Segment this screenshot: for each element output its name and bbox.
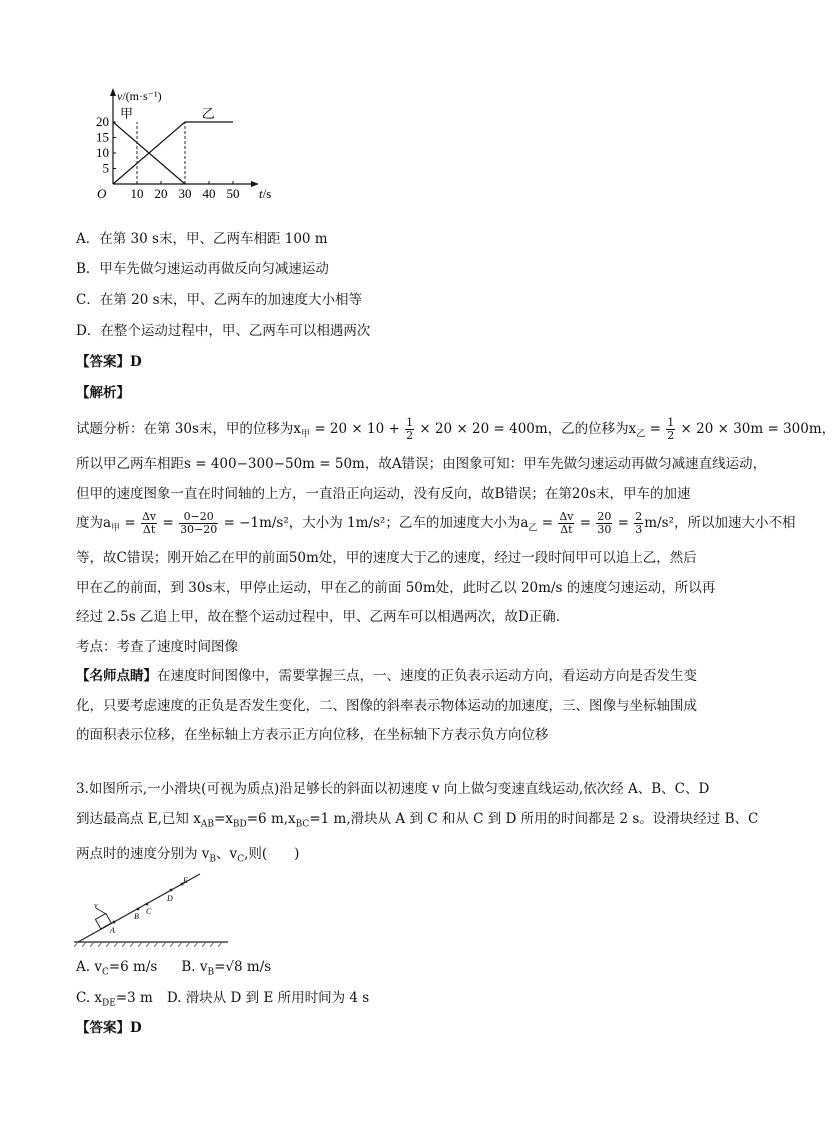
fraction-dv-dt: $\frac{\Delta v}{\Delta t}$ [141,510,157,537]
y-axis-label: v/(m·s⁻¹) [117,89,162,103]
q3-options-cd [76,988,369,1014]
fraction-value: $\frac{20}{30}$ [597,510,612,537]
tip-line-3: 的面积表示位移，在坐标轴上方表示正方向位移，在坐标轴下方表示负方向位移 [76,727,549,744]
analysis-line-3: 但甲的速度图象一直在时间轴的上方，一直沿正向运动，没有反向，故B错误；在第20s末，甲车的加速 [76,485,691,502]
x-tick-label: 50 [226,186,240,201]
series-yi-label: 乙 [201,106,215,121]
series-jia-label: 甲 [120,106,134,121]
point-d [170,889,173,892]
y-tick-label: 5 [102,160,109,176]
label-e: E [183,876,188,885]
analysis-line-5: 等，故C错误；刚开始乙在甲的前面50m处，甲的速度大于乙的速度，经过一段时间甲可以追上乙，然后 [76,550,697,567]
label-c: C [146,907,152,916]
q3-option-a: A. $v_C=6$ m/s [76,959,158,978]
fraction-half: $\frac{1}{2}$ [667,416,675,442]
q3-line-1: 3.如图所示,一小滑块(可视为质点)沿足够长的斜面以初速度 v 向上做匀变速直线运动,依次经 A、B、C、D [76,781,710,797]
q3-option-c: C. $x_{DE}=3$ m [76,990,153,1009]
q3-line-2: 到达最高点 E,已知 $x_{AB}=x_{BD}=6$ $m,x_{BC}=1$ m,滑块从 A 到 C 和从 C 到 D 所用的时间都是 2 s。设滑块经过 B、C [76,810,759,830]
label-a: A [110,926,115,935]
fraction-value: $\frac{2}{3}$ [635,510,643,537]
ground-hatching [74,942,222,947]
y-tick-label: 10 [96,145,109,160]
x-tick-label: 40 [202,186,216,201]
q2-analysis-body [76,415,835,751]
q3-option-d: D. 滑块从 D 到 E 所用时间为 4 s [166,990,370,1006]
q2-option-c: C．在第 20 s末，甲、乙两车的加速度大小相等 [76,292,363,308]
tip-line-2: 化，只要考虑速度的正负是否发生变化，二、图像的斜率表示物体运动的加速度，三、图像与坐标轴围成 [76,697,697,714]
kaodian-line: 考点：考查了速度时间图像 [76,638,238,655]
series-yi-line [113,122,233,184]
q2-analysis-heading: 【解析】 [76,385,130,401]
fraction-dv-dt: $\frac{\Delta v}{\Delta t}$ [559,510,574,537]
x-tick-label: 30 [178,186,192,201]
fraction-half: $\frac{1}{2}$ [406,416,414,442]
q2-option-d: D．在整个运动过程中，甲、乙两车可以相遇两次 [76,323,371,339]
q2-option-b: B．甲车先做匀速运动再做反向匀减速运动 [76,261,329,277]
label-v: v [94,901,98,910]
q3-line-3: 两点时的速度分别为 $v_B$、$v_C$,则( ) [76,845,300,865]
label-b: B [134,912,139,921]
point-b [137,908,140,911]
point-a [113,921,116,924]
tip-line-1: 【名师点睛】在速度时间图像中，需要掌握三点，一、速度的正负表示运动方向，看运动方向是否发生变 [76,668,697,685]
y-tick-label: 15 [96,129,109,145]
analysis-line-2: 所以甲乙两车相距s = 400−300−50m = 50m，故A错误；由图象可知：甲车先做匀速运动再做匀减速直线运动， [76,456,767,473]
x-tick-label: 20 [154,186,168,201]
q2-answer: 【答案】D [76,354,142,370]
incline-figure [72,870,232,950]
fraction-value: $\frac{0-20}{30-20}$ [180,510,218,537]
q3-options-ab [76,957,271,983]
analysis-line-1: 试题分析：在第 30s末，甲的位移为$x_甲 = 20 \times 10$ + $\frac{1}{2}$ × 20 × 20 = 400m，乙的位移为$x_乙$ = $\frac{1}{2}$ × 20 × 30m = 300m， [76,416,835,442]
analysis-line-6: 甲在乙的前面，到 30s末，甲停止运动，甲在乙的前面 50m处，此时乙以 20m/s 的速度匀速运动，所以再 [76,579,716,596]
q3-stem [76,775,759,875]
q2-option-a: A．在第 30 s末，甲、乙两车相距 100 m [76,231,328,247]
analysis-line-7: 经过 2.5s 乙追上甲，故在整个运动过程中，甲、乙两车可以相遇两次，故D正确． [76,609,570,626]
slider-block [95,913,111,928]
q3-answer: 【答案】D [76,1020,142,1036]
point-c [146,903,149,906]
label-d: D [167,894,173,903]
x-axis-label: t/s [259,186,272,201]
analysis-line-4: 度为$a_甲$ = $\frac{\Delta v}{\Delta t}$ = $\frac{0-20}{30-20}$ = −1m/s²，大小为 1m/s²；乙车的加速度大小为$a_乙$ = $\frac{\Delta v}{\Delta t}$ = $\frac{20}{30}$ = $\frac{2}{3}$ m/s²，所以加速大小不相 [76,510,796,537]
y-tick-label: 20 [96,114,109,129]
y-axis-arrow [110,88,116,96]
origin-label: O [97,186,107,201]
x-axis-arrow [251,181,259,187]
q3-option-b: B. $v_B=√8$ m/s [181,959,272,978]
velocity-time-graph [92,88,292,213]
x-tick-label: 10 [130,186,144,201]
